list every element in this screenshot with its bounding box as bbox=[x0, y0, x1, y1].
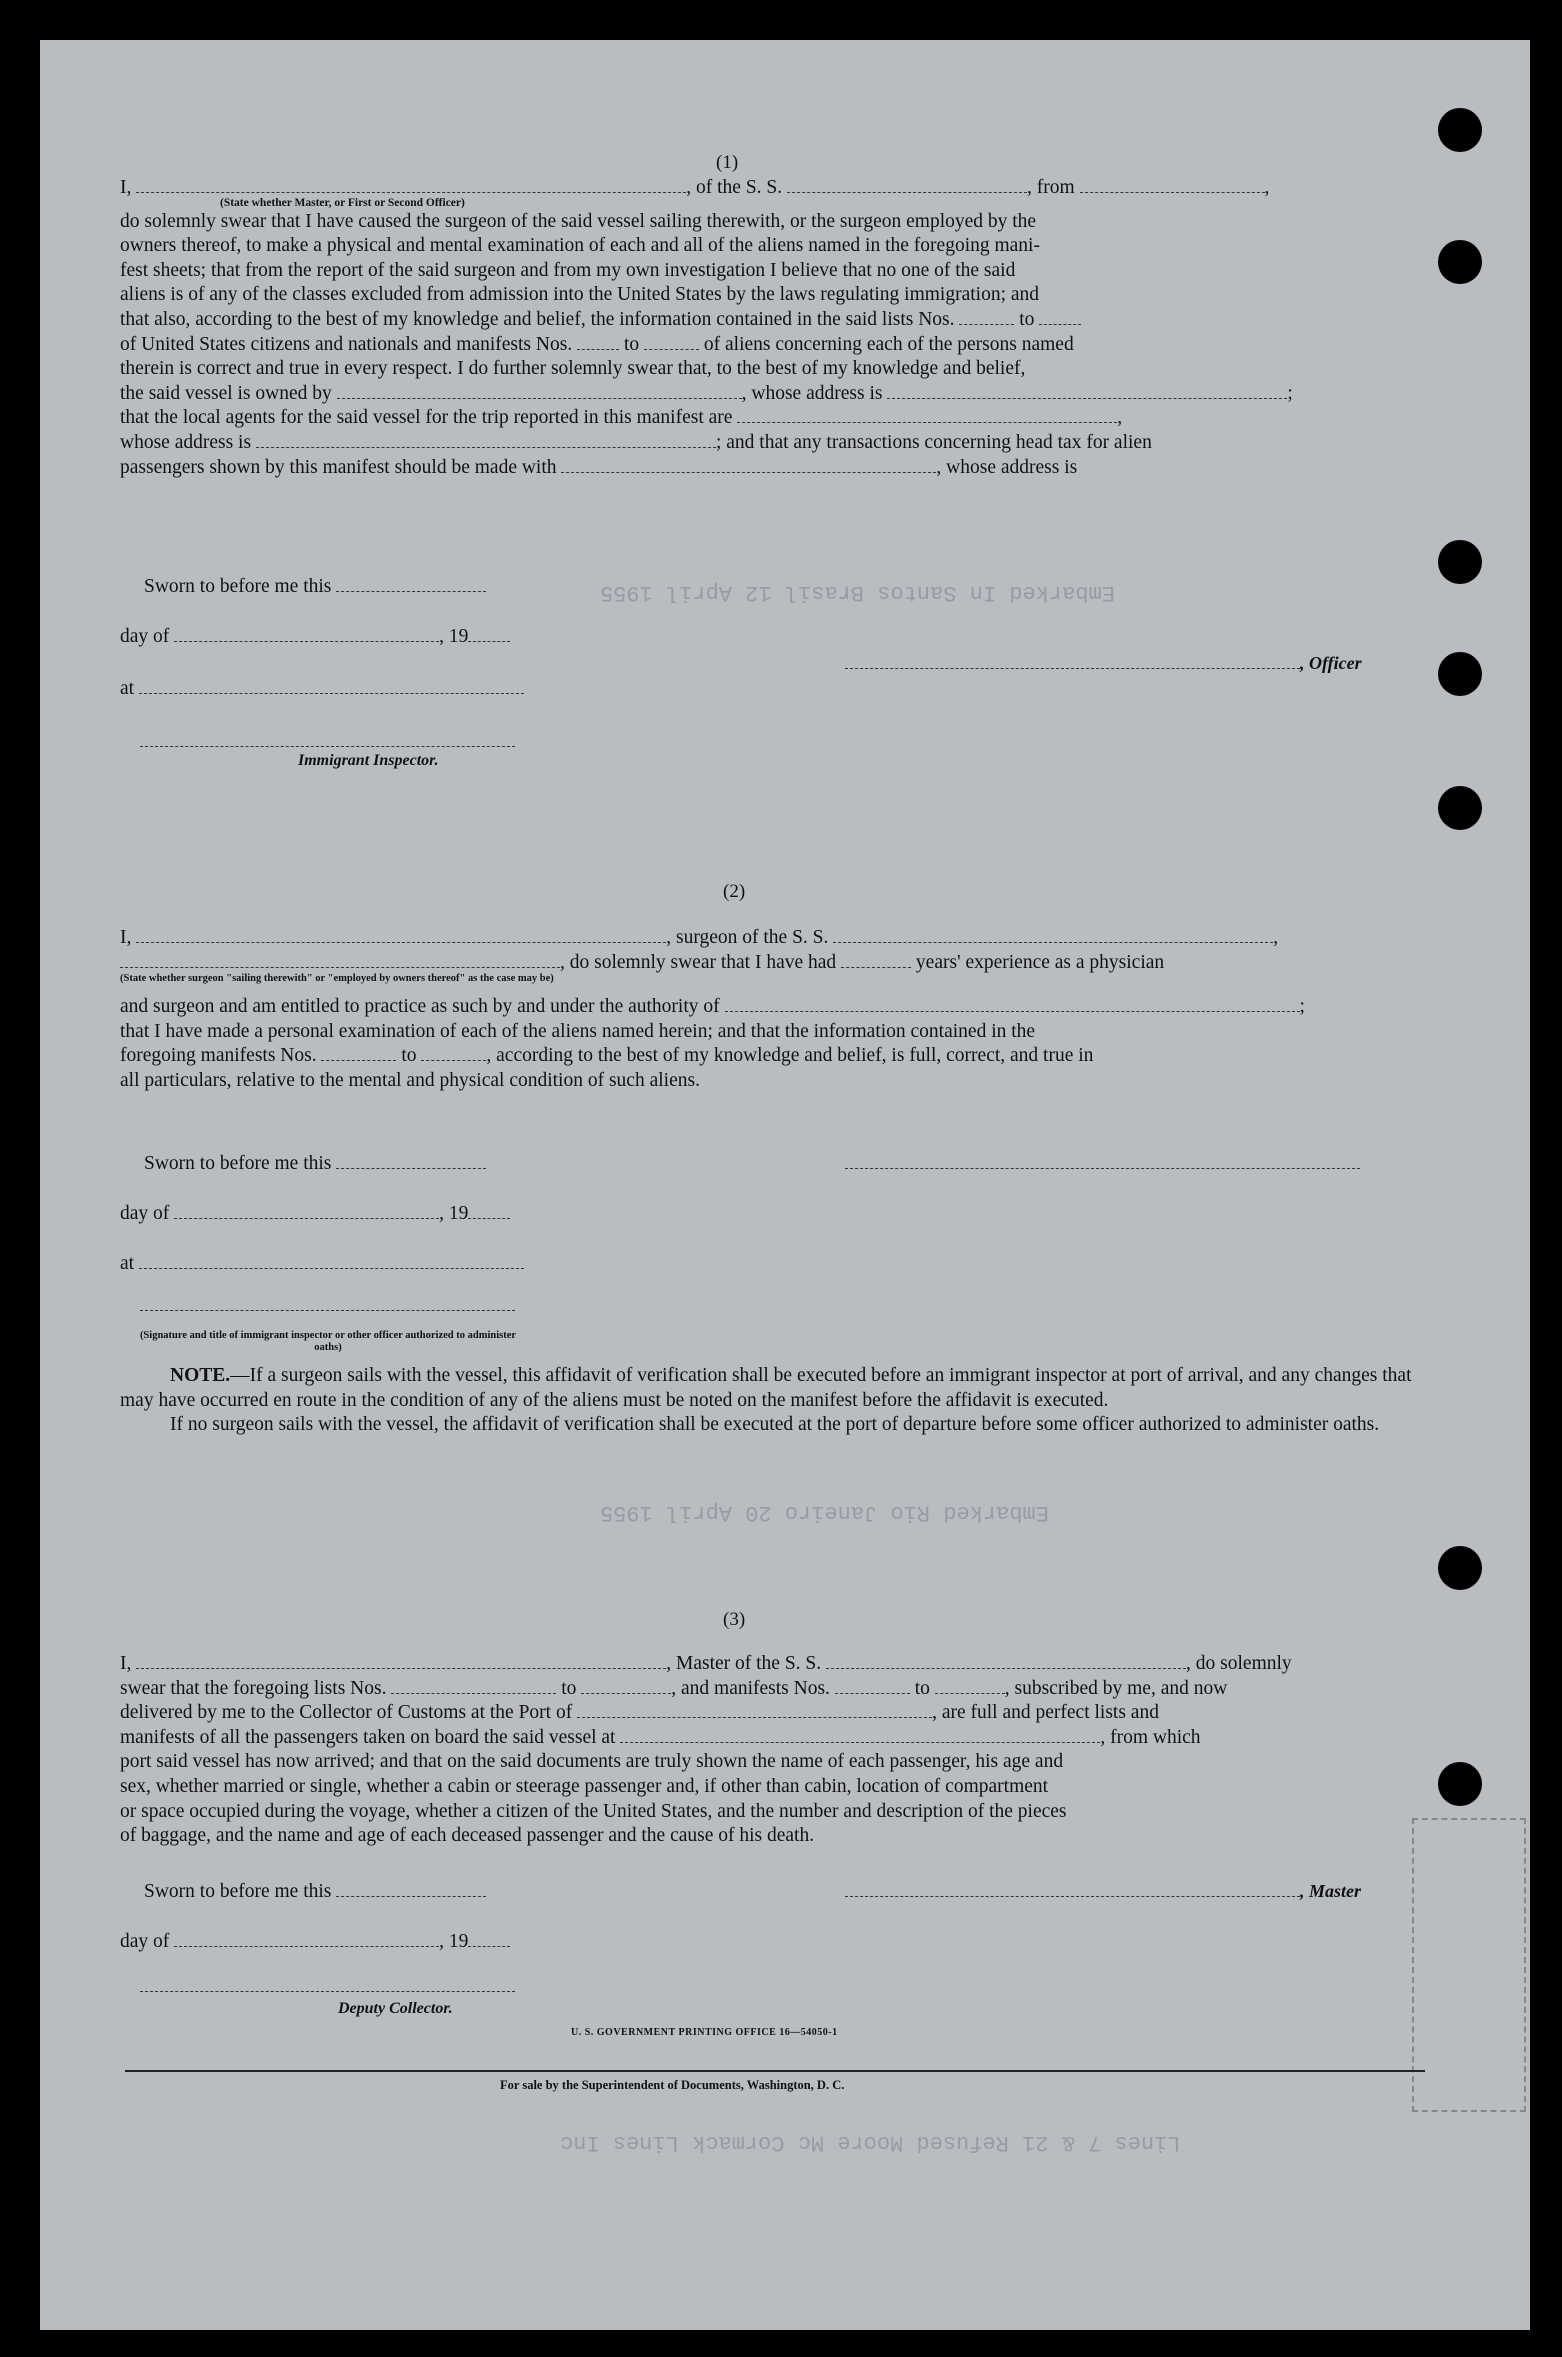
punch-hole bbox=[1438, 540, 1482, 584]
s1-at: at bbox=[120, 677, 524, 700]
s1-officer-signature: , Officer bbox=[845, 652, 1362, 675]
s1-day: day of , 19 bbox=[120, 625, 510, 648]
s1-inspector-line bbox=[140, 730, 515, 753]
s2-surgeon-signature bbox=[845, 1152, 1360, 1175]
punch-hole bbox=[1438, 786, 1482, 830]
section-1-number: (1) bbox=[716, 152, 739, 173]
section-3-affidavit: I, , Master of the S. S. , do solemnly swear that the foregoing lists Nos. to , and manifests Nos. to , subscribed by me, and now delivered by me to the Collector of Customs at the Port of , are full and perfect lists and manifests of all the passengers taken on board the said vessel at , from which port said vessel has now arrived; and that on the said documents are truly shown the name of each passenger, his age and sex, whether married or single, whether a cabin or steerage passenger and, if other than cabin, location of compartment or space occupied during the voyage, whether a citizen of the United States, and the number and description of the pieces of baggage, and the name and age of each deceased passenger and the cause of his death. bbox=[120, 1653, 1292, 1847]
punch-hole bbox=[1438, 108, 1482, 152]
section-2-affidavit: I, , surgeon of the S. S. , , do solemnly swear that I have had years' experience as a physician (State whether surgeon "sailing therewith" or "employed by owners thereof" as the case may be) and surgeon and am entitled to practice as such by and under the authority of ; that I have made a personal examination of each of the aliens named herein; and that the information contained in the foregoing manifests Nos. to , according to the best of my knowledge and belief, is full, correct, and true in all particulars, relative to the mental and physical condition of such aliens. bbox=[120, 926, 1425, 1094]
s2-sworn: Sworn to before me this bbox=[144, 1152, 486, 1175]
stamp-mark bbox=[1412, 1818, 1526, 2112]
officer-caption: (State whether Master, or First or Second Officer) bbox=[220, 196, 465, 209]
s3-deputy-line bbox=[140, 1975, 515, 1998]
s3-master-signature: , Master bbox=[845, 1880, 1361, 1903]
note-paragraph: NOTE.—If a surgeon sails with the vessel, this affidavit of verification shall be executed before an immigrant inspector at port of arrival, and any changes that may have occurred en route in the condition of any of the aliens must be noted on the manifest before the affidavit is executed. If no surgeon sails with the vessel, the affidavit of verification shall be executed at the port of departure before some officer authorized to administer oaths. bbox=[120, 1365, 1412, 1435]
section-2-number: (2) bbox=[723, 881, 746, 902]
immigrant-inspector-label: Immigrant Inspector. bbox=[298, 752, 439, 769]
form-sheet: Embarked In Santos Brasil 12 April 1955 Embarked Rio Janeiro 20 April 1955 Lines 7 & 21 Refused Moore Mc Cormack Lines Inc (1) I, , of the S. S. , from , (State whether Master, or First or Second Officer) do solemnly swear that I have caused the surgeon of the said vessel sailing therewith, or the surgeon employed by the owners thereof, to make a physical and mental examination of each and all of the aliens named in the foregoing mani- fest sheets; that from the report of the said surgeon and from my own investigation I believe that no one of the said aliens is of any of the classes excluded from admission into the United States by the laws regulating immigration; and that also, according to the best of my knowledge and belief, the information contained in the said lists Nos. to of United States citizens and nationals and manifests Nos. to of aliens concerning each of the persons named therein is correct and true in every respect. I do further solemnly swear that, to the best of my knowledge and belief, the said vessel is owned by , whose address is ; that the local agents for the said vessel for the trip reported in this manifest are , whose address is ; and that any transactions concerning head tax for alien passengers shown by this manifest should be made with , whose address is Sworn to before me this day of , 19 at , Officer Immigrant Inspector. (2) I, , surgeon of the S. S. , , do solemnly swear that I have had years' experience as a physician (State whether surgeon "sailing therewith" or "employed by owners thereof" as the case may be) and surgeon and am entitled to practice as such by and under the authority of ; that I have made a personal examination of each of the aliens named herein; and that the information contained in the foregoing manifests Nos. to , according to the best of my knowledge and belief, is full, correct, and true in all particulars, relative to the mental and physical condition of such aliens. Sworn to before me this day of , 19 at (Signature and title of immigrant inspector or other officer authorized to administer oaths) NOTE.—If a surgeon sails with the vessel, this affidavit of verification shall be executed before an immigrant inspector at port of arrival, and any changes that may have occurred en route in the condition of any of the aliens must be noted on the manifest before the affidavit is executed. If no surgeon sails with the vessel, the affidavit of verification shall be executed at the port of departure before some officer authorized to administer oaths. (3) I, , Master of the S. S. , do solemnly swear that the foregoing lists Nos. to , and manifests Nos. to , subscribed by me, and now delivered by me to the Collector of Customs at the Port of , are full and perfect lists and manifests of all the passengers taken on board the said vessel at , from which port said vessel has now arrived; and that on the said documents are truly shown the name of each passenger, his age and sex, whether married or single, whether a cabin or steerage passenger and, if other than cabin, location of compartment or space occupied during the voyage, whether a citizen of the United States, and the number and description of the pieces of baggage, and the name and age of each deceased passenger and the cause of his death. Sworn to before me this , Master day of , 19 Deputy Collector. U. S. GOVERNMENT PRINTING OFFICE 16—54050-1 For sale by the Superintendent of Documents, Washington, D. C. bbox=[40, 40, 1530, 2330]
s2-sig-caption: (Signature and title of immigrant inspector or other officer authorized to administer oaths) bbox=[139, 1330, 517, 1353]
section-3-number: (3) bbox=[723, 1609, 746, 1630]
printing-office: U. S. GOVERNMENT PRINTING OFFICE 16—54050-1 bbox=[571, 2027, 838, 2038]
footer-rule bbox=[125, 2070, 1425, 2072]
s3-day: day of , 19 bbox=[120, 1930, 510, 1953]
punch-hole bbox=[1438, 240, 1482, 284]
for-sale-notice: For sale by the Superintendent of Documents, Washington, D. C. bbox=[500, 2078, 845, 2092]
punch-hole bbox=[1438, 1762, 1482, 1806]
s2-day: day of , 19 bbox=[120, 1202, 510, 1225]
s2-at: at bbox=[120, 1252, 524, 1275]
surgeon-caption: (State whether surgeon "sailing therewith" or "employed by owners thereof" as the case may be) bbox=[120, 973, 554, 985]
punch-hole bbox=[1438, 652, 1482, 696]
s2-sig-line bbox=[140, 1294, 515, 1317]
punch-hole bbox=[1438, 1546, 1482, 1590]
section-1-affidavit: I, , of the S. S. , from , (State whether Master, or First or Second Officer) do solemnly swear that I have caused the surgeon of the said vessel sailing therewith, or the surgeon employed by the owners thereof, to make a physical and mental examination of each and all of the aliens named in the foregoing mani- fest sheets; that from the report of the said surgeon and from my own investigation I believe that no one of the said aliens is of any of the classes excluded from admission into the United States by the laws regulating immigration; and that also, according to the best of my knowledge and belief, the information contained in the said lists Nos. to of United States citizens and nationals and manifests Nos. to of aliens concerning each of the persons named therein is correct and true in every respect. I do further solemnly swear that, to the best of my knowledge and belief, the said vessel is owned by , whose address is ; that the local agents for the said vessel for the trip reported in this manifest are , whose address is ; and that any transactions concerning head tax for alien passengers shown by this manifest should be made with , whose address is bbox=[120, 176, 1425, 480]
s3-sworn: Sworn to before me this bbox=[144, 1880, 486, 1903]
s1-sworn: Sworn to before me this bbox=[144, 575, 486, 598]
deputy-collector-label: Deputy Collector. bbox=[338, 2000, 453, 2017]
